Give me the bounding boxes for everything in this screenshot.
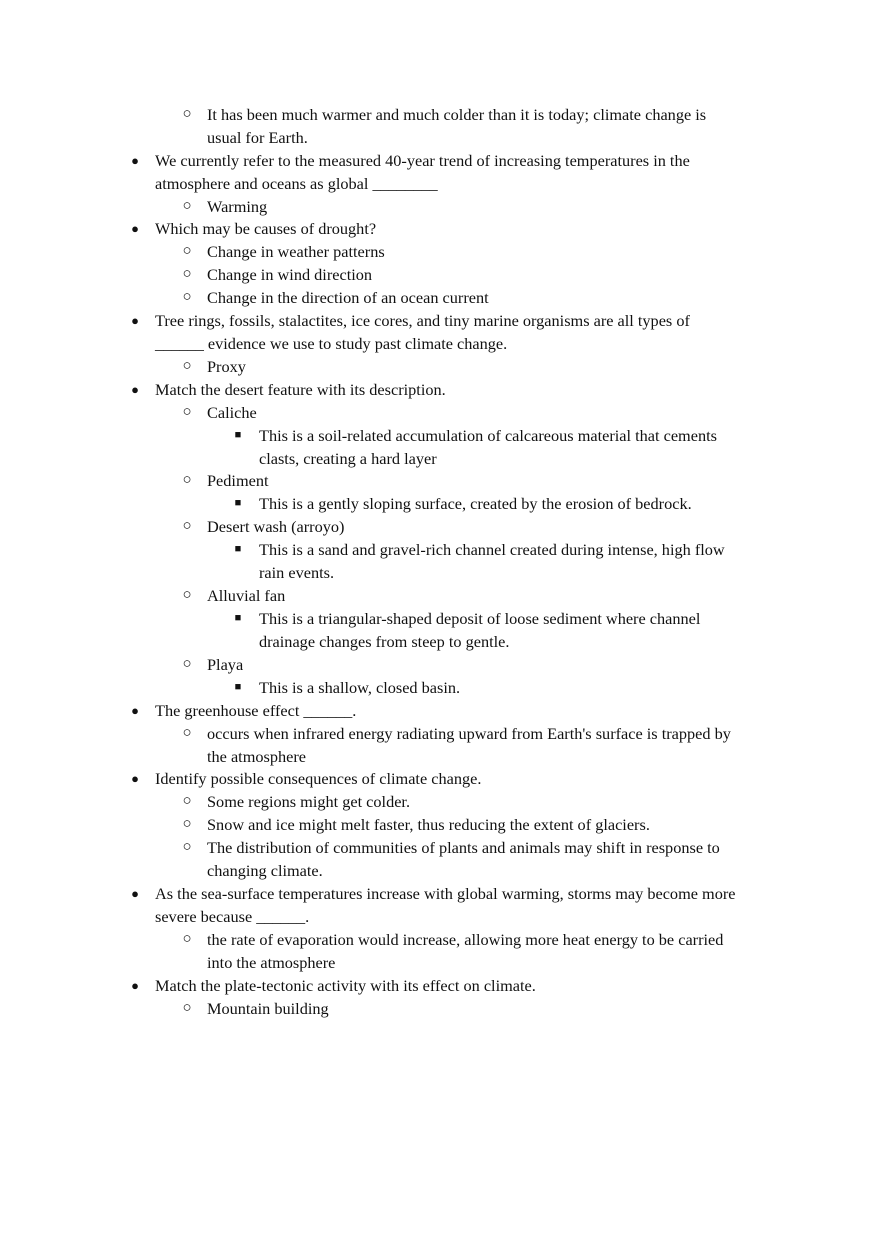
circle-bullet-icon: ○ xyxy=(182,839,192,855)
list-item-text: This is a sand and gravel-rich channel created during intense, high flow xyxy=(259,540,725,559)
square-bullet-icon: ■ xyxy=(234,429,242,441)
circle-bullet-icon: ○ xyxy=(182,656,192,672)
list-item-text: Match the plate-tectonic activity with its effect on climate. xyxy=(155,976,536,995)
circle-bullet-icon: ○ xyxy=(182,931,192,947)
disc-bullet-icon: ● xyxy=(131,153,139,168)
list-item-text: the atmosphere xyxy=(207,747,307,766)
circle-bullet-icon: ○ xyxy=(182,106,192,122)
list-item-text: atmosphere and oceans as global ________ xyxy=(155,174,438,193)
list-item-text: into the atmosphere xyxy=(207,953,336,972)
list-item-text: This is a shallow, closed basin. xyxy=(259,678,461,697)
circle-bullet-icon: ○ xyxy=(182,289,192,305)
circle-bullet-icon: ○ xyxy=(182,266,192,282)
list-item-text: rain events. xyxy=(259,563,335,582)
disc-bullet-icon: ● xyxy=(131,313,139,328)
circle-bullet-icon: ○ xyxy=(182,243,192,259)
disc-bullet-icon: ● xyxy=(131,382,139,397)
list-item-text: Change in wind direction xyxy=(207,265,373,284)
list-item-text: The distribution of communities of plants and animals may shift in response to xyxy=(207,838,720,857)
list-item-text: We currently refer to the measured 40-year trend of increasing temperatures in the xyxy=(155,151,690,170)
circle-bullet-icon: ○ xyxy=(182,816,192,832)
list-item-text: Match the desert feature with its description. xyxy=(155,380,446,399)
square-bullet-icon: ■ xyxy=(234,681,242,693)
list-item-text: Caliche xyxy=(207,403,257,422)
disc-bullet-icon: ● xyxy=(131,771,139,786)
disc-bullet-icon: ● xyxy=(131,978,139,993)
list-item-text: Change in the direction of an ocean current xyxy=(207,288,489,307)
list-item-text: Mountain building xyxy=(207,999,329,1018)
list-item-text: severe because ______. xyxy=(155,907,310,926)
list-item-text: Identify possible consequences of climate change. xyxy=(155,769,482,788)
list-item-text: ______ evidence we use to study past climate change. xyxy=(155,334,508,353)
disc-bullet-icon: ● xyxy=(131,221,139,236)
circle-bullet-icon: ○ xyxy=(182,518,192,534)
list-item-text: Pediment xyxy=(207,471,269,490)
list-item-text: Tree rings, fossils, stalactites, ice cores, and tiny marine organisms are all types of xyxy=(155,311,690,330)
list-item-text: clasts, creating a hard layer xyxy=(259,449,437,468)
list-item-text: Change in weather patterns xyxy=(207,242,385,261)
circle-bullet-icon: ○ xyxy=(182,587,192,603)
list-item-text: Alluvial fan xyxy=(207,586,286,605)
list-item-text: Playa xyxy=(207,655,244,674)
list-item-text: This is a triangular-shaped deposit of loose sediment where channel xyxy=(259,609,701,628)
list-item-text: usual for Earth. xyxy=(207,128,308,147)
circle-bullet-icon: ○ xyxy=(182,1000,192,1016)
square-bullet-icon: ■ xyxy=(234,612,242,624)
circle-bullet-icon: ○ xyxy=(182,725,192,741)
list-item-text: Proxy xyxy=(207,357,246,376)
disc-bullet-icon: ● xyxy=(131,703,139,718)
circle-bullet-icon: ○ xyxy=(182,358,192,374)
circle-bullet-icon: ○ xyxy=(182,793,192,809)
square-bullet-icon: ■ xyxy=(234,497,242,509)
list-item-text: the rate of evaporation would increase, allowing more heat energy to be carried xyxy=(207,930,724,949)
list-item-text: Some regions might get colder. xyxy=(207,792,411,811)
circle-bullet-icon: ○ xyxy=(182,198,192,214)
list-item-text: changing climate. xyxy=(207,861,323,880)
list-item-text: This is a soil-related accumulation of calcareous material that cements xyxy=(259,426,717,445)
list-item-text: This is a gently sloping surface, created by the erosion of bedrock. xyxy=(259,494,692,513)
list-item-text: It has been much warmer and much colder than it is today; climate change is xyxy=(207,105,707,124)
list-item-text: Snow and ice might melt faster, thus reducing the extent of glaciers. xyxy=(207,815,650,834)
list-item-text: The greenhouse effect ______. xyxy=(155,701,357,720)
disc-bullet-icon: ● xyxy=(131,886,139,901)
list-item-text: Desert wash (arroyo) xyxy=(207,517,345,536)
list-item-text: occurs when infrared energy radiating upward from Earth's surface is trapped by xyxy=(207,724,731,743)
list-item-text: As the sea-surface temperatures increase with global warming, storms may become more xyxy=(155,884,736,903)
circle-bullet-icon: ○ xyxy=(182,472,192,488)
square-bullet-icon: ■ xyxy=(234,543,242,555)
list-item-text: Which may be causes of drought? xyxy=(155,219,377,238)
list-item-text: drainage changes from steep to gentle. xyxy=(259,632,510,651)
list-item-text: Warming xyxy=(207,197,268,216)
circle-bullet-icon: ○ xyxy=(182,404,192,420)
